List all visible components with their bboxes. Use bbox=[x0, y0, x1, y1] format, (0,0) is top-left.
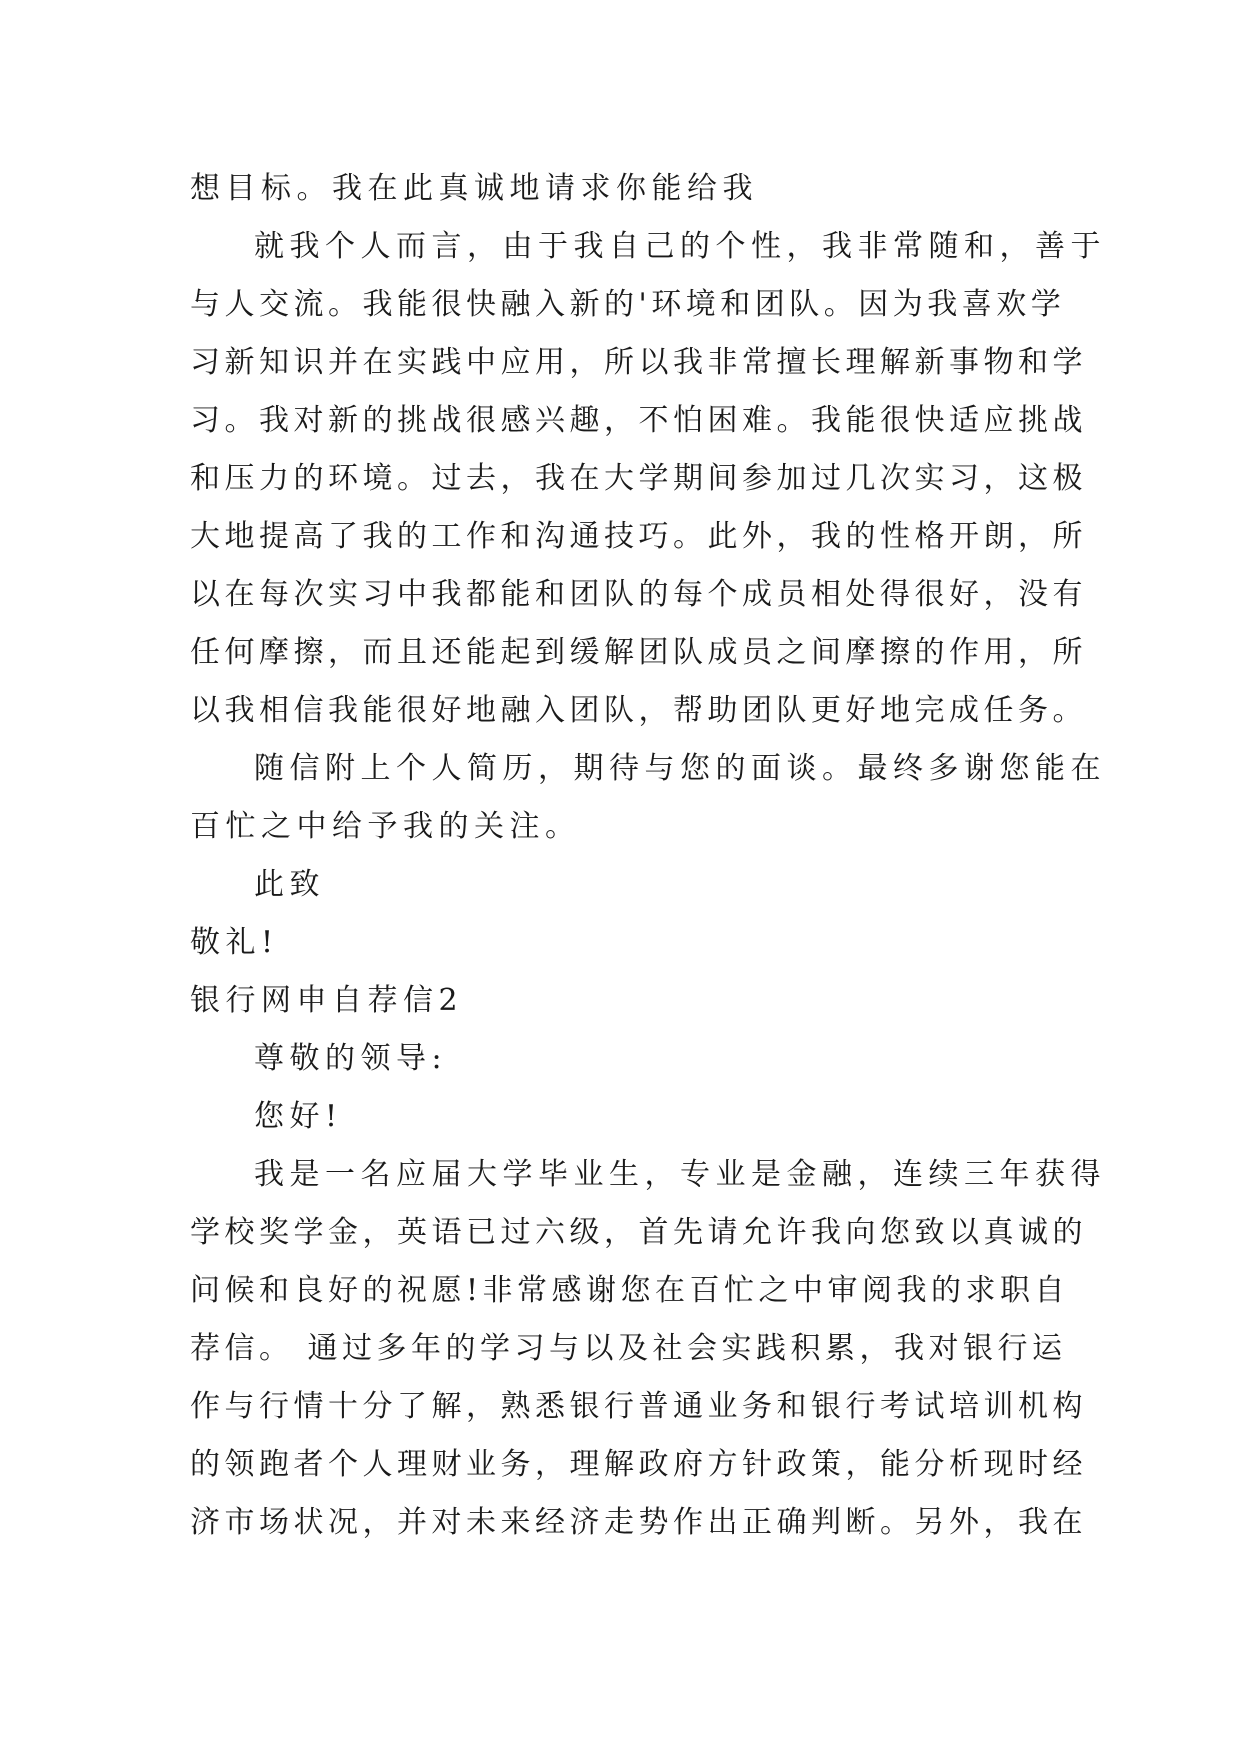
text-line: 荐信。 通过多年的学习与以及社会实践积累，我对银行运 bbox=[190, 1331, 1067, 1366]
text-line: 任何摩擦，而且还能起到缓解团队成员之间摩擦的作用，所 bbox=[190, 635, 1087, 670]
greeting-line: 您好! bbox=[254, 1099, 343, 1134]
text-line: 随信附上个人简历，期待与您的面谈。最终多谢您能在 bbox=[254, 751, 1106, 786]
text-line: 济市场状况，并对未来经济走势作出正确判断。另外，我在 bbox=[190, 1505, 1087, 1540]
text-line: 的领跑者个人理财业务，理解政府方针政策，能分析现时经 bbox=[190, 1447, 1087, 1482]
section-heading: 银行网申自荐信2 bbox=[190, 983, 464, 1018]
text-line: 问候和良好的祝愿!非常感谢您在百忙之中审阅我的求职自 bbox=[190, 1273, 1070, 1308]
text-line: 习。我对新的挑战很感兴趣，不怕困难。我能很快适应挑战 bbox=[190, 403, 1087, 438]
text-line: 想目标。我在此真诚地请求你能给我 bbox=[190, 171, 758, 206]
text-line: 就我个人而言，由于我自己的个性，我非常随和，善于 bbox=[254, 229, 1106, 264]
text-line: 以在每次实习中我都能和团队的每个成员相处得很好，没有 bbox=[190, 577, 1087, 612]
text-line: 和压力的环境。过去，我在大学期间参加过几次实习，这极 bbox=[190, 461, 1087, 496]
text-line: 作与行情十分了解，熟悉银行普通业务和银行考试培训机构 bbox=[190, 1389, 1087, 1424]
text-line: 与人交流。我能很快融入新的'环境和团队。因为我喜欢学 bbox=[190, 287, 1066, 322]
text-line: 我是一名应届大学毕业生，专业是金融，连续三年获得 bbox=[254, 1157, 1106, 1192]
text-line: 以我相信我能很好地融入团队，帮助团队更好地完成任务。 bbox=[190, 693, 1087, 728]
closing-salutation: 此致 bbox=[254, 867, 325, 902]
closing-regards: 敬礼! bbox=[190, 925, 279, 960]
greeting-line: 尊敬的领导: bbox=[254, 1041, 448, 1076]
text-line: 习新知识并在实践中应用，所以我非常擅长理解新事物和学 bbox=[190, 345, 1087, 380]
text-line: 百忙之中给予我的关注。 bbox=[190, 809, 581, 844]
text-line: 学校奖学金，英语已过六级，首先请允许我向您致以真诚的 bbox=[190, 1215, 1087, 1250]
document-body bbox=[190, 160, 1106, 1552]
text-line: 大地提高了我的工作和沟通技巧。此外，我的性格开朗，所 bbox=[190, 519, 1087, 554]
